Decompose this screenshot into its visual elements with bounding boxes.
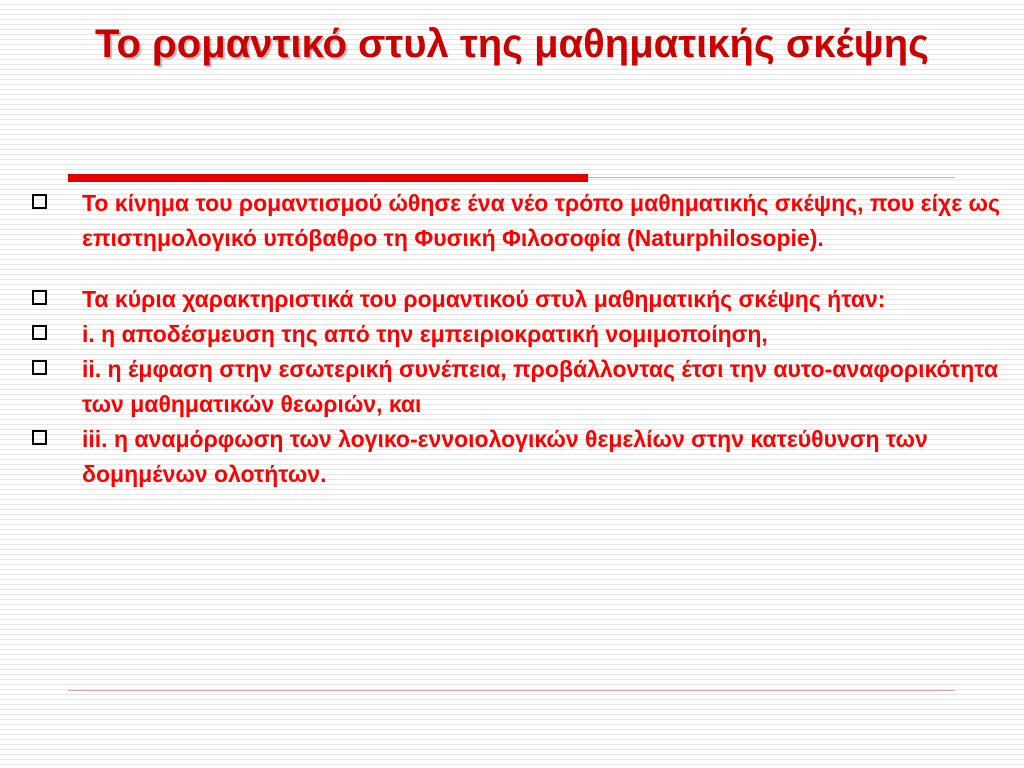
hollow-square-bullet-icon — [32, 325, 47, 340]
bullet-text-1: Το κίνημα του ρομαντισμού ώθησε ένα νέο τρόπο μαθηματικής σκέψης, που είχε ως επιστημολογικό υπόβαθρο τη Φυσική Φιλοσοφία (Naturphilosopie). — [82, 190, 1000, 251]
hollow-square-bullet-icon — [32, 430, 47, 445]
bullet-list — [30, 186, 1000, 492]
bullet-item-5 — [30, 422, 1000, 492]
footer-divider — [68, 690, 955, 691]
slide-title-emphasis: Το ρομαντικό — [95, 22, 347, 66]
hollow-square-bullet-icon — [32, 360, 47, 375]
bullet-item-4 — [30, 352, 1000, 422]
slide-title-rest: στυλ της μαθηματικής σκέψης — [346, 22, 929, 66]
bullet-text-4: ii. η έμφαση στην εσωτερική συνέπεια, προβάλλοντας έτσι την αυτο-αναφορικότητα των μαθηματικών θεωριών, και — [82, 356, 999, 417]
hollow-square-bullet-icon — [32, 290, 47, 305]
title-divider-thin-line — [588, 177, 955, 178]
bullet-item-2 — [30, 282, 1000, 317]
bullet-text-5: iii. η αναμόρφωση των λογικο-εννοιολογικών θεμελίων στην κατεύθυνση των δομημένων ολοτήτων. — [82, 426, 928, 487]
bullet-item-1 — [30, 186, 1000, 256]
bullet-text-3: i. η αποδέσμευση της από την εμπειριοκρατική νομιμοποίηση, — [82, 321, 768, 347]
hollow-square-bullet-icon — [32, 194, 47, 209]
bullet-item-3 — [30, 317, 1000, 352]
bullet-text-2: Τα κύρια χαρακτηριστικά του ρομαντικού στυλ μαθηματικής σκέψης ήταν: — [82, 286, 886, 312]
slide-title — [60, 14, 964, 74]
title-divider-accent-bar — [68, 174, 588, 182]
title-divider — [68, 174, 955, 182]
